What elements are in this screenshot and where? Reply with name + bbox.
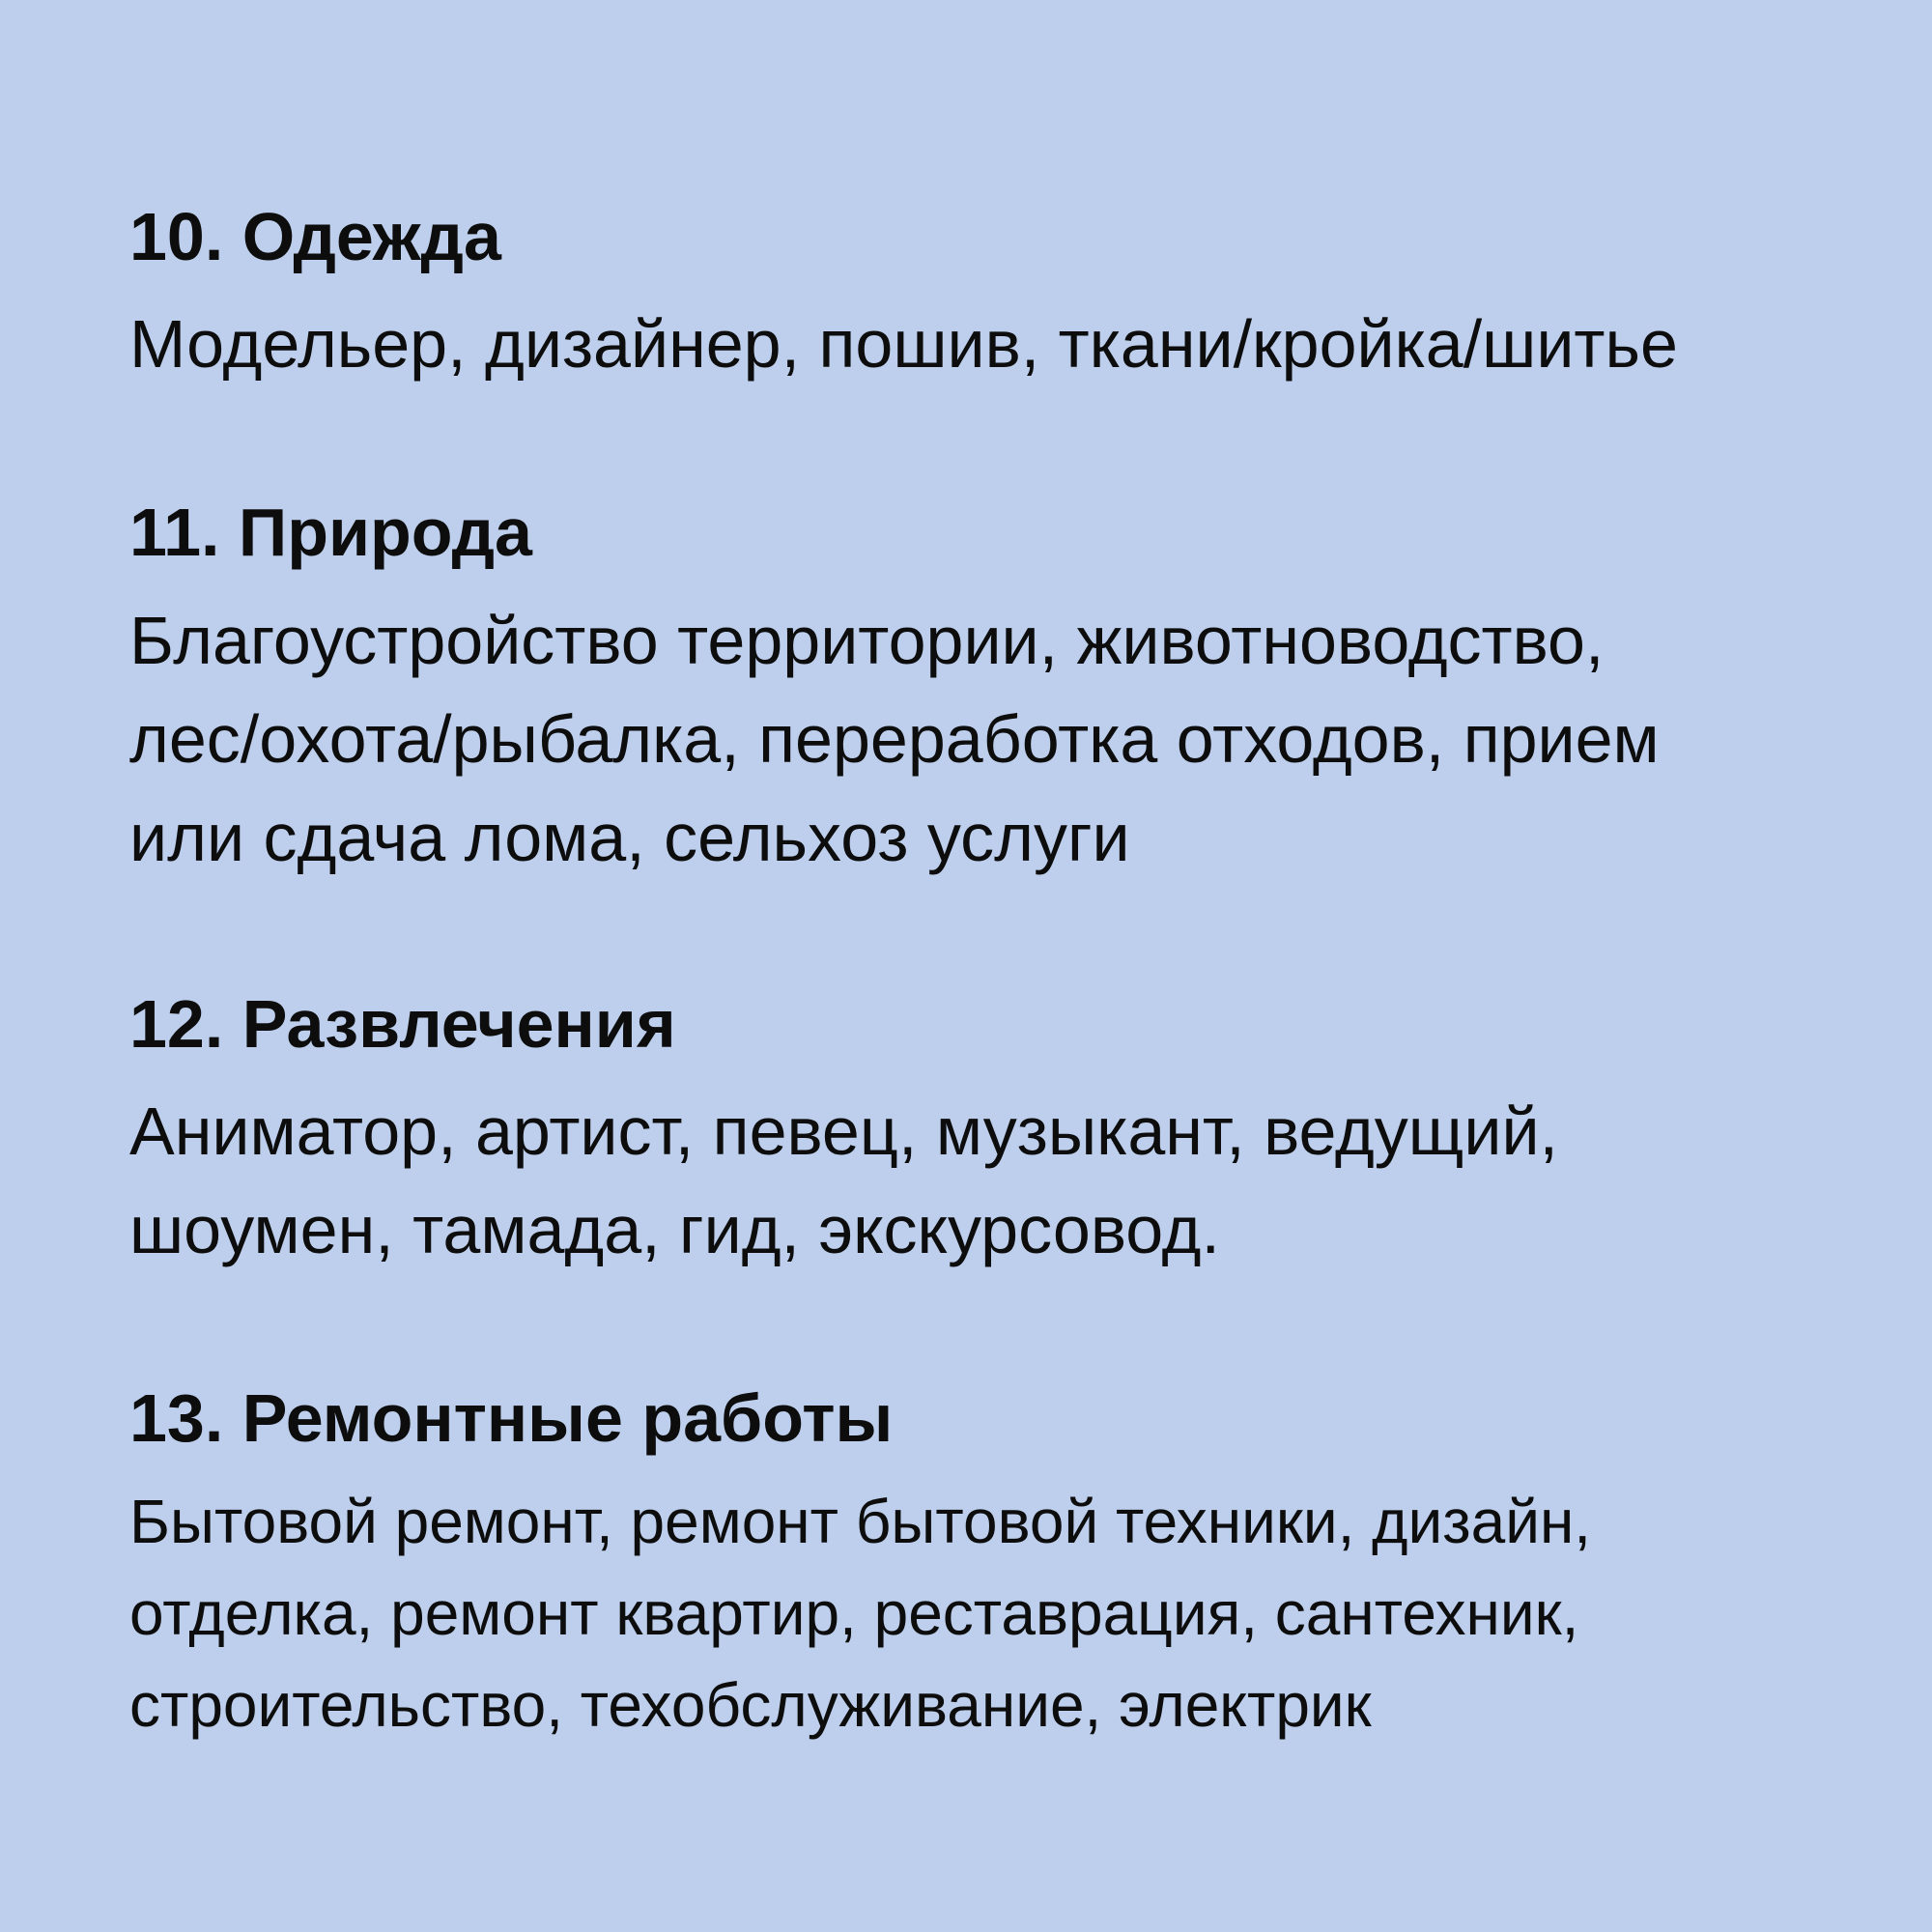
section-text-line: или сдача лома, сельхоз услуги [129,800,1130,875]
section-text-repair [129,1476,1591,1751]
section-text-clothing [129,296,1678,392]
section-text-line: Благоустройство территории, животноводство, [129,603,1605,678]
section-text-line: отделка, ремонт квартир, реставрация, сантехник, [129,1578,1579,1648]
section-heading-entertainment: 12. Развлечения [129,986,676,1062]
section-heading-nature: 11. Природа [129,495,532,570]
section-text-line: шоумен, тамада, гид, экскурсовод. [129,1192,1220,1267]
section-heading-clothing: 10. Одежда [129,199,501,274]
section-text-entertainment [129,1082,1558,1279]
section-heading-repair: 13. Ремонтные работы [129,1380,894,1456]
section-text-line: Аниматор, артист, певец, музыкант, ведущий, [129,1094,1558,1169]
section-text-line: строительство, техобслуживание, электрик [129,1670,1372,1740]
section-text-line: Бытовой ремонт, ремонт бытовой техники, дизайн, [129,1487,1592,1556]
section-text-line: Модельер, дизайнер, пошив, ткани/кройка/шитье [129,306,1678,382]
section-text-nature [129,591,1660,887]
section-text-line: лес/охота/рыбалка, переработка отходов, прием [129,701,1660,777]
